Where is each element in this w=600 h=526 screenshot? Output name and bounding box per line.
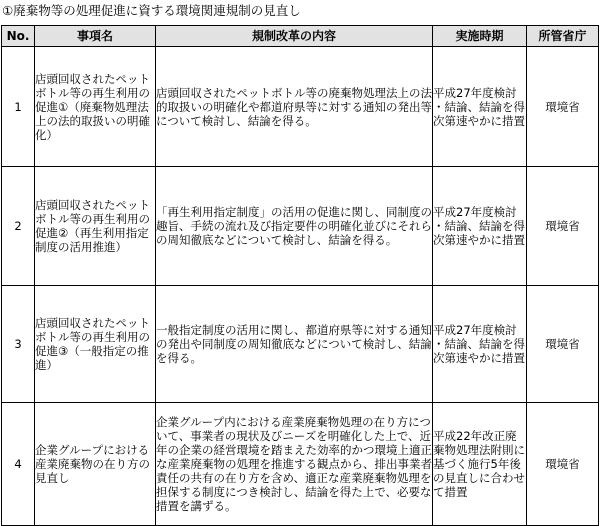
- implementation-timing: 平成27年度検討・結論、結論を得次第速やかに措置: [433, 286, 527, 403]
- item-name: 企業グループにおける産業廃棄物の在り方の見直し: [35, 403, 156, 526]
- item-name: 店頭回収されたペットボトル等の再生利用の促進③（一般指定の推進）: [35, 286, 156, 403]
- row-number: 2: [2, 167, 35, 286]
- implementation-timing: 平成27年度検討・結論、結論を得次第速やかに措置: [433, 47, 527, 167]
- reform-content: 「再生利用指定制度」の活用の促進に関し、同制度の趣旨、手続の流れ及び指定要件の明確化並びにそれらの周知徹底などについて検討し、結論を得る。: [156, 167, 433, 286]
- implementation-timing: 平成22年改正廃棄物処理法附則に基づく施行5年後の見直しに合わせて措置: [433, 403, 527, 526]
- table-row: [2, 47, 599, 167]
- item-name: 店頭回収されたペットボトル等の再生利用の促進②（再生利用指定制度の活用推進）: [35, 167, 156, 286]
- row-number: 3: [2, 286, 35, 403]
- table-row: [2, 403, 599, 526]
- table-row: [2, 286, 599, 403]
- column-header-content: 規制改革の内容: [156, 26, 433, 47]
- column-header-no: No.: [2, 26, 35, 47]
- column-header-timing: 実施時期: [433, 26, 527, 47]
- responsible-agency: 環境省: [527, 167, 599, 286]
- page-title: ①廃棄物等の処理促進に資する環境関連規制の見直し: [2, 3, 301, 18]
- responsible-agency: 環境省: [527, 286, 599, 403]
- regulation-table: [1, 25, 599, 526]
- reform-content: 一般指定制度の活用に関し、都道府県等に対する通知の発出や同制度の周知徹底などについて検討し、結論を得る。: [156, 286, 433, 403]
- column-header-item: 事項名: [35, 26, 156, 47]
- responsible-agency: 環境省: [527, 403, 599, 526]
- column-header-agency: 所管省庁: [527, 26, 599, 47]
- table-row: [2, 167, 599, 286]
- responsible-agency: 環境省: [527, 47, 599, 167]
- implementation-timing: 平成27年度検討・結論、結論を得次第速やかに措置: [433, 167, 527, 286]
- row-number: 4: [2, 403, 35, 526]
- table-header-row: [2, 26, 599, 47]
- reform-content: 店頭回収されたペットボトル等の廃棄物処理法上の法的取扱いの明確化や都道府県等に対する通知の発出等について検討し、結論を得る。: [156, 47, 433, 167]
- reform-content: 企業グループ内における産業廃棄物処理の在り方について、事業者の現状及びニーズを明確化した上で、近年の企業の経営環境を踏まえた効率的かつ環境上適正な産業廃棄物の処理を推進する観点から、排出事業者責任の共有の在り方を含め、適正な産業廃棄物処理を担保する制度につき検討し、結論を得た上で、必要な措置を講ずる。: [156, 403, 433, 526]
- row-number: 1: [2, 47, 35, 167]
- item-name: 店頭回収されたペットボトル等の再生利用の促進①（廃棄物処理法上の法的取扱いの明確化）: [35, 47, 156, 167]
